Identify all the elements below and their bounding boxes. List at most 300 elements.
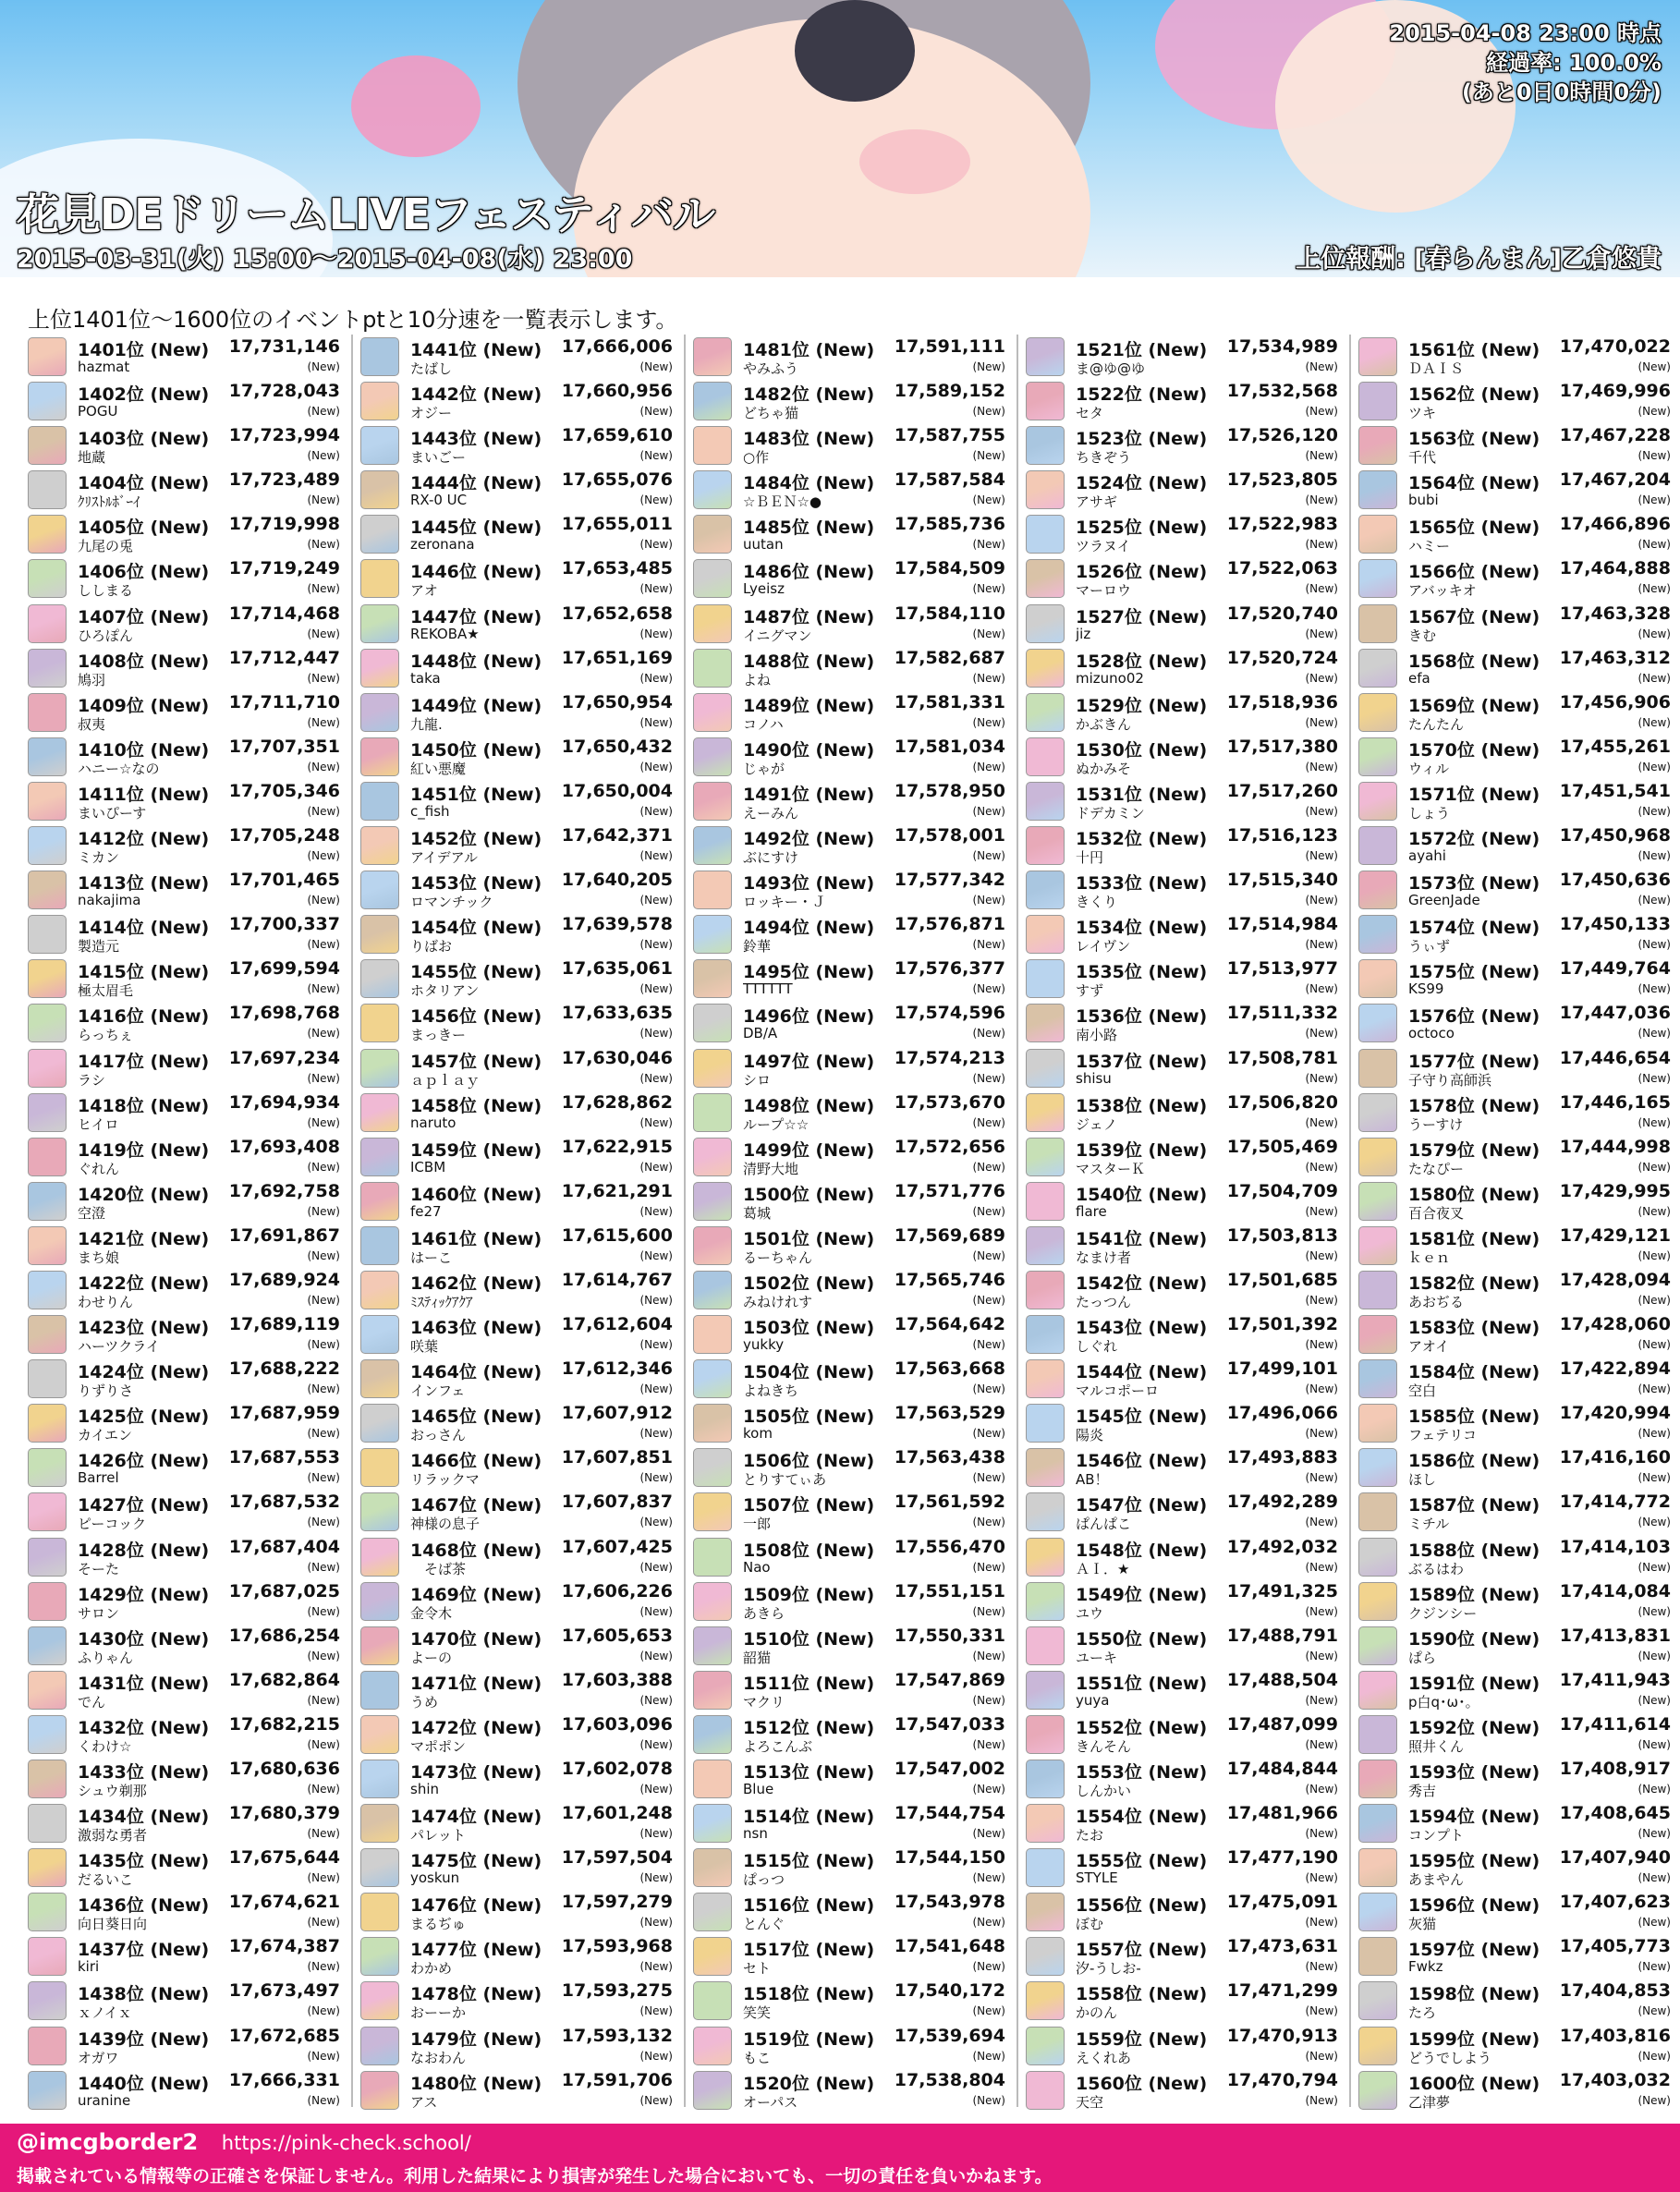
ranking-row [693,1090,1005,1135]
avatar [693,426,732,465]
avatar [28,915,67,954]
avatar [1026,1937,1065,1976]
producer-name: ツラヌイ [1076,538,1131,555]
avatar [360,1671,399,1710]
new-tag: (New) [1305,1204,1338,1218]
avatar [360,1004,399,1042]
avatar [360,1760,399,1798]
new-tag: (New) [639,2049,673,2063]
ranking-row [28,1401,340,1445]
event-points: 17,539,694 [894,2025,1005,2046]
avatar [1358,2027,1397,2065]
ranking-row [28,2024,340,2068]
ranking-row [360,1535,673,1579]
ranking-row [28,735,340,779]
producer-name: Lyeisz [743,580,785,598]
producer-name: うーすけ [1408,1115,1464,1133]
producer-name: ししまる [78,582,134,600]
producer-name: POGU [78,403,118,420]
ranking-row [360,1801,673,1845]
rank-label: 1428位 (New) [78,1540,210,1561]
event-points: 17,603,388 [561,1669,673,1690]
avatar [28,2071,67,2110]
new-tag: (New) [1305,1516,1338,1529]
producer-name: ま@ゆ@ゆ [1076,360,1146,377]
ranking-row [1026,335,1338,379]
event-points: 17,463,312 [1559,647,1671,668]
rank-label: 1525位 (New) [1076,518,1208,539]
event-points: 17,615,600 [561,1224,673,1246]
producer-name: ちきぞう [1076,449,1132,467]
avatar [1026,1182,1065,1221]
producer-name: るーちゃん [743,1248,813,1266]
event-points: 17,534,989 [1226,336,1338,357]
event-points: 17,456,906 [1559,691,1671,712]
avatar [1026,1538,1065,1577]
ranking-row [28,1579,340,1624]
ranking-row [693,823,1005,868]
new-tag: (New) [639,982,673,996]
ranking-row [693,1979,1005,2023]
event-points: 17,450,636 [1559,870,1671,891]
new-tag: (New) [1637,1338,1671,1352]
new-tag: (New) [1637,2004,1671,2018]
ranking-row [693,2024,1005,2068]
rank-label: 1418位 (New) [78,1095,210,1116]
event-points: 17,650,432 [561,736,673,757]
producer-name: クジンシー [1408,1604,1478,1622]
producer-name: わせりん [78,1293,134,1310]
ranking-row [1358,956,1671,1001]
column-divider [684,335,686,2107]
event-points: 17,711,710 [228,691,340,712]
event-points: 17,469,996 [1559,381,1671,402]
avatar [360,826,399,865]
ranking-row [1358,423,1671,468]
avatar [28,1226,67,1265]
ranking-row [360,1668,673,1712]
event-points: 17,408,917 [1559,1759,1671,1779]
avatar [360,470,399,509]
rank-label: 1482位 (New) [743,384,875,406]
event-points: 17,470,794 [1226,2069,1338,2090]
ranking-row [693,1224,1005,1268]
site-link[interactable]: https://pink-check.school/ [221,2132,471,2154]
producer-name: ☆ＢＥＮ☆● [743,493,822,511]
avatar [28,515,67,554]
event-points: 17,405,773 [1559,1936,1671,1957]
producer-name: kom [743,1425,773,1443]
rank-label: 1599位 (New) [1408,2028,1540,2050]
ranking-row [1026,512,1338,556]
rank-label: 1513位 (New) [743,1762,875,1783]
producer-name: きくり [1076,894,1118,911]
new-tag: (New) [1305,1382,1338,1396]
ranking-row [360,1624,673,1668]
producer-name: 葛城 [743,1204,772,1222]
producer-name: たろ [1408,2004,1437,2022]
producer-name: ｋｅｎ [1408,1248,1451,1266]
ranking-row [28,512,340,556]
event-points: 17,689,924 [228,1269,340,1290]
new-tag: (New) [1637,2049,1671,2063]
rank-label: 1570位 (New) [1408,739,1540,761]
event-points: 17,692,758 [228,1180,340,1201]
avatar [1026,1848,1065,1887]
avatar [28,1671,67,1710]
event-points: 17,691,867 [228,1224,340,1246]
event-points: 17,603,096 [561,1713,673,1735]
rank-label: 1420位 (New) [78,1184,210,1205]
ranking-row [693,1712,1005,1757]
rank-label: 1443位 (New) [410,429,542,450]
twitter-handle[interactable]: @imcgborder2 [17,2129,199,2155]
new-tag: (New) [972,2004,1005,2018]
ranking-row [1026,1579,1338,1624]
ranking-row [28,868,340,912]
producer-name: ループ☆☆ [743,1115,810,1133]
ranking-row [1358,379,1671,423]
new-tag: (New) [1305,627,1338,640]
ranking-row [1358,2068,1671,2113]
producer-name: bubi [1408,492,1439,509]
new-tag: (New) [972,1604,1005,1618]
new-tag: (New) [307,671,340,685]
event-points: 17,601,248 [561,1803,673,1824]
rank-label: 1401位 (New) [78,340,210,360]
producer-name: ピーコック [78,1516,147,1533]
avatar [28,382,67,420]
rank-label: 1407位 (New) [78,606,210,627]
avatar [1358,1093,1397,1132]
event-points: 17,467,204 [1559,469,1671,491]
event-points: 17,455,261 [1559,736,1671,757]
avatar [1358,382,1397,420]
ranking-row [693,1490,1005,1534]
avatar [1026,1893,1065,1931]
rank-label: 1548位 (New) [1076,1540,1208,1561]
avatar [1358,1226,1397,1265]
ranking-row [360,1890,673,1934]
event-points: 17,449,764 [1559,958,1671,980]
rank-label: 1589位 (New) [1408,1584,1540,1605]
ranking-row [1358,823,1671,868]
event-points: 17,556,470 [894,1536,1005,1557]
rank-label: 1439位 (New) [78,2028,210,2050]
rank-label: 1493位 (New) [743,873,875,895]
event-points: 17,411,614 [1559,1713,1671,1735]
avatar [1358,337,1397,376]
rank-label: 1500位 (New) [743,1184,875,1205]
new-tag: (New) [639,1783,673,1796]
new-tag: (New) [1637,1248,1671,1262]
event-points: 17,506,820 [1226,1091,1338,1113]
rank-label: 1535位 (New) [1076,962,1208,983]
ranking-row [1358,1668,1671,1712]
producer-name: GreenJade [1408,892,1480,909]
avatar [28,1138,67,1176]
avatar [28,1715,67,1754]
avatar [360,604,399,643]
event-points: 17,522,063 [1226,558,1338,579]
ranking-row [28,1224,340,1268]
avatar [1358,1981,1397,2020]
new-tag: (New) [639,849,673,863]
new-tag: (New) [307,1027,340,1041]
new-tag: (New) [972,715,1005,729]
event-points: 17,508,781 [1226,1047,1338,1068]
rank-label: 1592位 (New) [1408,1717,1540,1738]
ranking-row [360,512,673,556]
new-tag: (New) [1637,360,1671,373]
event-points: 17,481,966 [1226,1803,1338,1824]
ranking-row [360,1090,673,1135]
rank-label: 1569位 (New) [1408,695,1540,716]
producer-name: うめ [410,1693,439,1711]
event-points: 17,584,110 [894,603,1005,624]
avatar [1358,470,1397,509]
new-tag: (New) [307,1649,340,1662]
producer-name: えくれあ [1076,2049,1132,2066]
rank-label: 1509位 (New) [743,1584,875,1605]
new-tag: (New) [1637,2093,1671,2107]
rank-label: 1544位 (New) [1076,1362,1208,1383]
new-tag: (New) [1305,1471,1338,1485]
ranking-row [1026,1490,1338,1534]
rank-label: 1520位 (New) [743,2073,875,2094]
event-points: 17,404,853 [1559,1980,1671,2002]
event-points: 17,413,831 [1559,1625,1671,1646]
ranking-row [1358,912,1671,956]
ranking-row [693,1046,1005,1090]
new-tag: (New) [1305,538,1338,552]
producer-name: yukky [743,1336,785,1354]
ranking-row [693,423,1005,468]
avatar [1358,1448,1397,1487]
producer-name: ぬかみそ [1076,760,1132,777]
ranking-row [1358,556,1671,601]
producer-name: shin [410,1781,439,1797]
event-points: 17,428,060 [1559,1314,1671,1335]
avatar [360,649,399,688]
rank-label: 1512位 (New) [743,1717,875,1738]
producer-name: ayahi [1408,847,1446,865]
new-tag: (New) [972,1115,1005,1129]
producer-name: jiz [1076,625,1091,642]
rank-label: 1479位 (New) [410,2028,542,2050]
avatar [1358,959,1397,998]
event-points: 17,515,340 [1226,870,1338,891]
event-points: 17,576,377 [894,958,1005,980]
event-points: 17,723,994 [228,425,340,446]
rank-label: 1436位 (New) [78,1895,210,1917]
producer-name: アオ [410,582,438,600]
ranking-row [28,1046,340,1090]
avatar [28,959,67,998]
avatar [693,1626,732,1665]
new-tag: (New) [639,1382,673,1396]
avatar [1026,382,1065,420]
avatar [28,1492,67,1531]
rank-label: 1530位 (New) [1076,739,1208,761]
new-tag: (New) [1305,1560,1338,1574]
new-tag: (New) [1305,715,1338,729]
ranking-row [360,956,673,1001]
rank-label: 1565位 (New) [1408,518,1540,539]
new-tag: (New) [972,894,1005,907]
producer-name: 千代 [1408,449,1437,467]
event-points: 17,591,706 [561,2069,673,2090]
ranking-row [1026,912,1338,956]
event-points: 17,414,084 [1559,1580,1671,1601]
avatar [1358,871,1397,909]
rank-label: 1449位 (New) [410,695,542,716]
new-tag: (New) [639,1160,673,1174]
new-tag: (New) [972,1382,1005,1396]
avatar [1026,826,1065,865]
ranking-row [1026,1801,1338,1845]
avatar [1358,693,1397,732]
event-points: 17,547,002 [894,1759,1005,1779]
new-tag: (New) [307,938,340,952]
rank-label: 1448位 (New) [410,651,542,672]
avatar [1358,1359,1397,1398]
event-period: 2015-03-31(火) 15:00～2015-04-08(水) 23:00 [17,245,633,274]
event-points: 17,450,968 [1559,825,1671,846]
rank-label: 1533位 (New) [1076,873,1208,895]
new-tag: (New) [639,2093,673,2107]
avatar [360,382,399,420]
new-tag: (New) [1305,1338,1338,1352]
event-points: 17,581,034 [894,736,1005,757]
new-tag: (New) [307,1115,340,1129]
event-points: 17,565,746 [894,1269,1005,1290]
producer-name: かのん [1076,2004,1118,2022]
ranking-column-2 [360,335,673,2113]
producer-name: p白q･ω･｡ [1408,1693,1473,1711]
producer-name: Barrel [78,1469,119,1487]
producer-name: アス [410,2093,438,2111]
producer-name: あおぢる [1408,1293,1465,1310]
new-tag: (New) [972,849,1005,863]
rank-label: 1598位 (New) [1408,1984,1540,2005]
rank-label: 1537位 (New) [1076,1051,1208,1072]
avatar [1358,1538,1397,1577]
ranking-row [360,379,673,423]
ranking-row [1026,1445,1338,1490]
new-tag: (New) [972,582,1005,596]
ranking-row [28,1979,340,2023]
rank-label: 1545位 (New) [1076,1407,1208,1428]
rank-label: 1403位 (New) [78,429,210,450]
avatar [693,1893,732,1931]
ranking-row [28,1624,340,1668]
producer-name: マーロウ [1076,582,1132,600]
ranking-row [1026,1624,1338,1668]
producer-name: 地蔵 [78,449,106,467]
event-points: 17,687,959 [228,1403,340,1424]
producer-name: 向日葵日向 [78,1916,148,1933]
producer-name: 叔夷 [78,715,106,733]
ranking-row [28,1090,340,1135]
rank-label: 1483位 (New) [743,429,875,450]
avatar [693,959,732,998]
ranking-row [1026,823,1338,868]
ranking-row [1026,779,1338,823]
rank-label: 1489位 (New) [743,695,875,716]
new-tag: (New) [1305,938,1338,952]
rank-label: 1504位 (New) [743,1362,875,1383]
rank-label: 1414位 (New) [78,918,210,939]
new-tag: (New) [307,1960,340,1974]
avatar [360,1981,399,2020]
event-points: 17,446,165 [1559,1091,1671,1113]
ranking-row [28,379,340,423]
rank-label: 1497位 (New) [743,1051,875,1072]
event-points: 17,407,623 [1559,1892,1671,1913]
avatar [693,782,732,821]
producer-name: ハミー [1408,538,1451,555]
producer-name: とりすてぃあ [743,1471,827,1489]
producer-name: だるいこ [78,1871,134,1889]
producer-name: ハニー☆なの [78,760,160,777]
event-points: 17,467,228 [1559,425,1671,446]
avatar [693,1804,732,1843]
ranking-row [28,1357,340,1401]
avatar [693,1182,732,1221]
producer-name: 韶猫 [743,1649,772,1666]
avatar [693,826,732,865]
avatar [1026,1138,1065,1176]
new-tag: (New) [1305,894,1338,907]
event-points: 17,408,645 [1559,1803,1671,1824]
producer-name: よね [743,671,772,688]
disclaimer: 掲載されている情報等の正確さを保証しません。利用した結果により損害が発生した場合においても、一切の責任を負いかねます。 [17,2166,1053,2186]
avatar [1358,1582,1397,1621]
event-points: 17,571,776 [894,1180,1005,1201]
event-points: 17,687,532 [228,1492,340,1513]
producer-name: なおわん [410,2049,467,2066]
ranking-row [1358,690,1671,735]
new-tag: (New) [972,1293,1005,1307]
event-points: 17,574,213 [894,1047,1005,1068]
new-tag: (New) [307,715,340,729]
avatar [28,871,67,909]
ranking-row [28,1179,340,1224]
ranking-row [28,956,340,1001]
ranking-row [360,423,673,468]
rank-label: 1505位 (New) [743,1407,875,1428]
rank-label: 1519位 (New) [743,2028,875,2050]
rank-label: 1445位 (New) [410,518,542,539]
new-tag: (New) [639,1293,673,1307]
new-tag: (New) [1637,1649,1671,1662]
new-tag: (New) [307,849,340,863]
avatar [1358,1492,1397,1531]
ranking-row [360,779,673,823]
new-tag: (New) [1637,982,1671,996]
event-points: 17,587,584 [894,469,1005,491]
rank-label: 1571位 (New) [1408,784,1540,805]
producer-name: アオイ [1408,1338,1450,1356]
producer-name: nsn [743,1825,768,1843]
producer-name: yoskun [410,1869,460,1887]
producer-name: 汐-うしお- [1076,1960,1141,1978]
event-points: 17,428,094 [1559,1269,1671,1290]
new-tag: (New) [1637,671,1671,685]
producer-name: たなぴー [1408,1160,1465,1177]
ranking-row [693,1001,1005,1045]
